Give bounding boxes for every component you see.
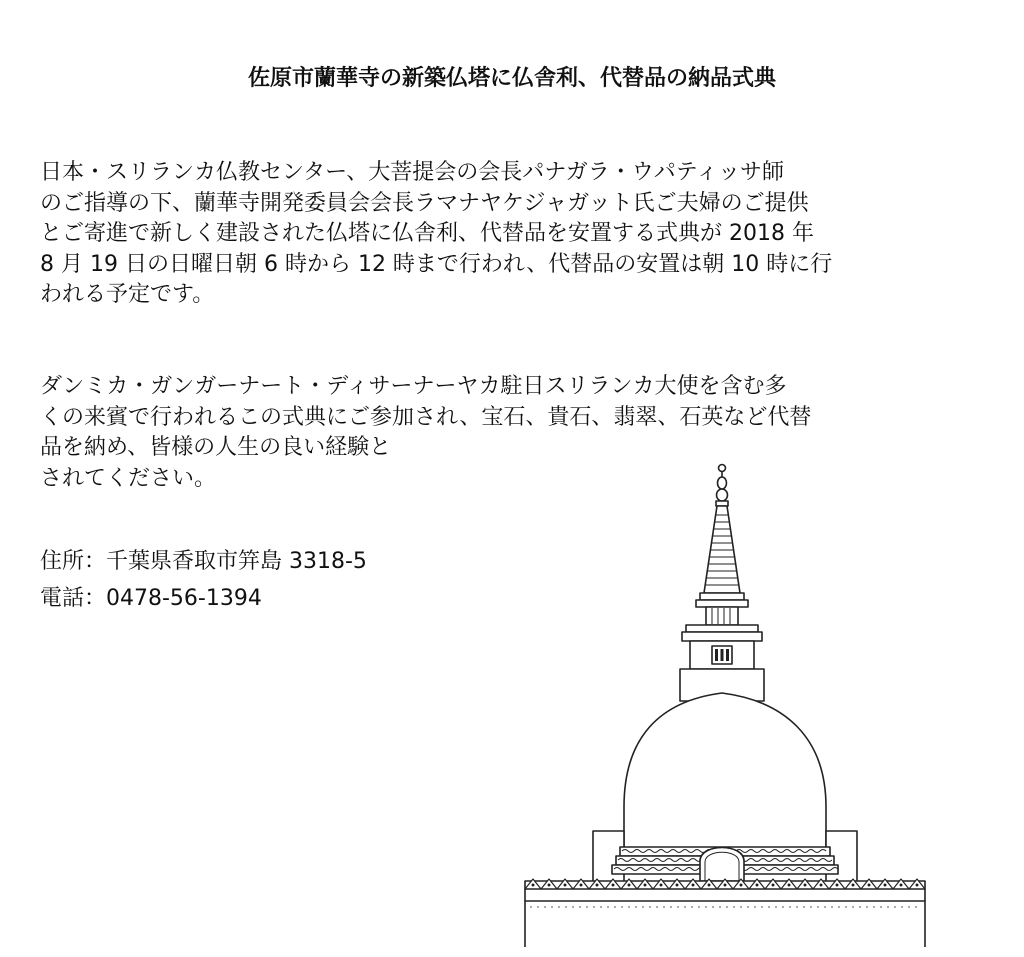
paragraph-line: とご寄進で新しく建設された仏塔に仏舎利、代替品を安置する式典が 2018 年 — [40, 221, 814, 246]
paragraph-line: されてください。 — [40, 465, 217, 491]
stupa-platform-top — [525, 889, 925, 901]
stupa-platform-walls — [525, 901, 925, 947]
paragraph-ceremony-details — [40, 158, 985, 311]
paragraph-line: 8 月 19 日の日曜日朝 6 時から 12 時まで行われ、代替品の安置は朝 10 時に行 — [40, 251, 833, 277]
stupa-finial-tip — [719, 465, 726, 472]
stupa-spire-base — [700, 593, 744, 600]
stupa-spire-base — [696, 600, 748, 607]
page-title: 佐原市蘭華寺の新築仏塔に仏舎利、代替品の納品式典 — [247, 66, 776, 91]
address: 住所：千葉県香取市笄島 3318-5 — [40, 549, 367, 574]
phone-number: 電話：0478-56-1394 — [40, 586, 262, 611]
paragraph-line: くの来賓で行われるこの式典にご参加され、宝石、貴石、翡翠、石英など代替 — [40, 404, 812, 430]
paragraph-line: 品を納め、皆様の人生の良い経験と — [40, 435, 392, 460]
paragraph-line: のご指導の下、蘭華寺開発委員会会長ラマナヤケジャガット氏ご夫婦のご提供 — [40, 190, 809, 216]
paragraph-line: われる予定です。 — [40, 282, 215, 307]
paragraph-line: ダンミカ・ガンガーナート・ディサーナーヤカ駐日スリランカ大使を含む多 — [40, 374, 787, 399]
stupa-finial-orb — [717, 489, 728, 501]
stupa-illustration — [500, 455, 950, 957]
stupa-harmika-cornice — [682, 632, 762, 641]
stupa-relic-window-pattern — [715, 649, 729, 661]
stupa-dome — [624, 693, 826, 855]
paragraph-line: 日本・スリランカ仏教センター、大菩提会の会長パナガラ・ウパティッサ師 — [40, 160, 785, 185]
stupa-harmika-upper — [706, 607, 738, 625]
stupa-finial-orb — [718, 477, 727, 489]
stupa-harmika-cornice — [686, 625, 758, 632]
